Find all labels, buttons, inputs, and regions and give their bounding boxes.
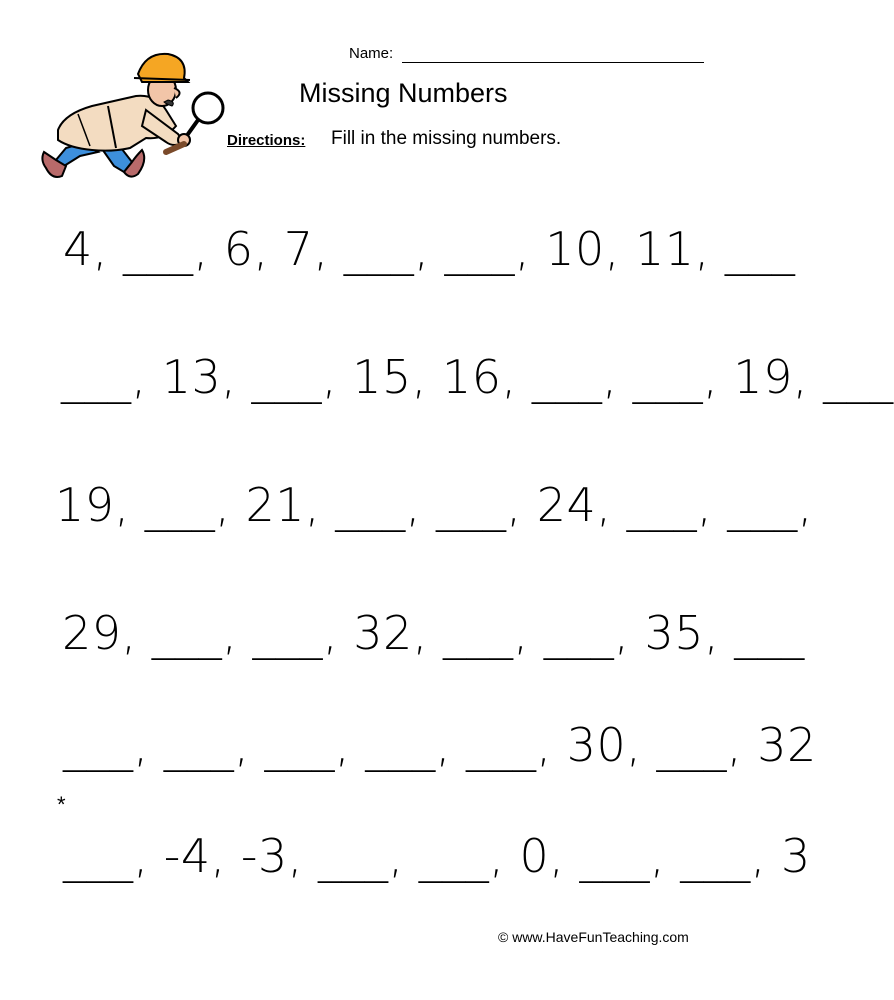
- sequence-row-4: 29, ___, ___, 32, ___, ___, 35, ___: [62, 606, 805, 660]
- sequence-row-6: ___, -4, -3, ___, ___, 0, ___, ___, 3: [63, 829, 811, 883]
- detective-with-magnifying-glass-icon: [38, 48, 228, 193]
- directions-text: Fill in the missing numbers.: [331, 128, 562, 149]
- name-label: Name:: [349, 45, 394, 62]
- sequence-row-3: 19, ___, 21, ___, ___, 24, ___, ___,: [55, 478, 813, 532]
- directions-label: Directions:: [227, 132, 306, 149]
- sequence-row-2: ___, 13, ___, 15, 16, ___, ___, 19, ___: [61, 350, 894, 404]
- bonus-star-marker: *: [57, 792, 66, 817]
- worksheet-title: Missing Numbers: [299, 78, 508, 108]
- sequence-row-1: 4, ___, 6, 7, ___, ___, 10, 11, ___: [63, 222, 796, 276]
- sequence-row-5: ___, ___, ___, ___, ___, 30, ___, 32: [63, 718, 817, 772]
- copyright-footer: © www.HaveFunTeaching.com: [498, 929, 689, 945]
- name-write-line[interactable]: [402, 62, 704, 63]
